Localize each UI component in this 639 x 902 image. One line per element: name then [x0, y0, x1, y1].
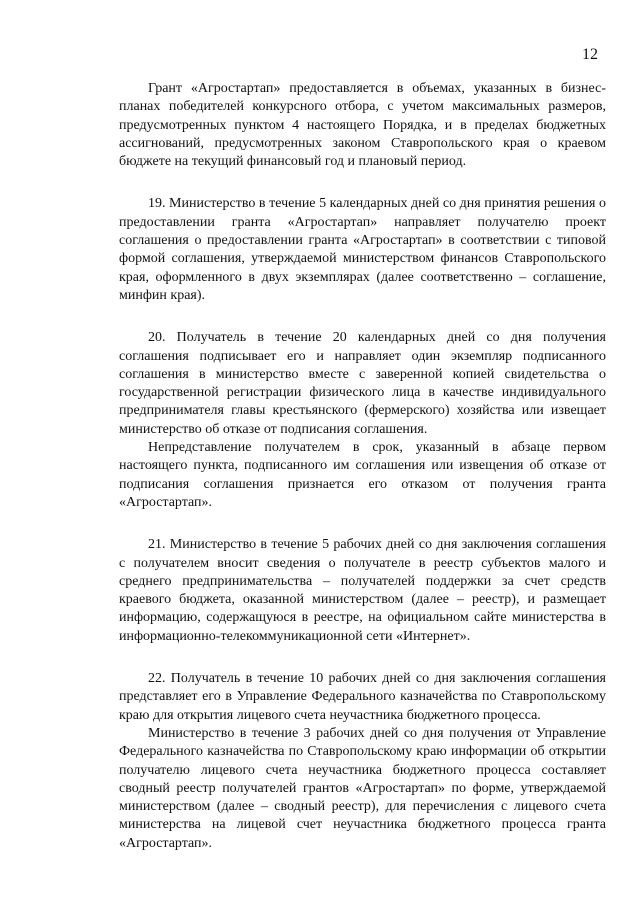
paragraph-item-22: 22. Получатель в течение 10 рабочих дней со дня заключения соглашения представляет его в Управление Федерального казначейства по Ставропольскому краю для открытия лицевого счета неучастника бюджетного процесса. — [119, 671, 606, 723]
page-number: 12 — [582, 46, 598, 63]
paragraph-item-20-refusal: Непредставление получателем в срок, указанный в абзаце первом настоящего пункта, подписанного им соглашения или извещения об отказе от подписания соглашения признается его отказом от получения гранта «Агростартап». — [119, 440, 606, 510]
document-body — [119, 80, 606, 853]
paragraph-item-22-registry: Министерство в течение 3 рабочих дней со дня получения от Управление Федерального казначейства по Ставропольскому краю информации об открытии получателю лицевого счета неучастника бюджетного процесса составляет сводный реестр получателей грантов «Агростартап» по форме, утверждаемой министерством (далее – сводный реестр), для перечисления с лицевого счета министерства на лицевой счет неучастника бюджетного процесса гранта «Агростартап». — [119, 725, 606, 851]
paragraph-item-20: 20. Получатель в течение 20 календарных дней со дня получения соглашения подписывает его и направляет один экземпляр подписанного соглашения в министерство вместе с заверенной копией свидетельства о государственной регистрации физического лица в качестве индивидуального предпринимателя главы крестьянского (фермерского) хозяйства или извещает министерство об отказе от подписания соглашения. — [119, 330, 606, 437]
paragraph-item-21: 21. Министерство в течение 5 рабочих дней со дня заключения соглашения с получателем вносит сведения о получателе в реестр субъектов малого и среднего предпринимательства – получателей поддержки за счет средств краевого бюджета, оказанной министерством (далее – реестр), и размещает информацию, содержащуюся в реестре, на официальном сайте министерства в информационно-телекоммуникационной сети «Интернет». — [119, 537, 606, 644]
paragraph-grant-amount: Грант «Агростартап» предоставляется в объемах, указанных в бизнес-планах победителей конкурсного отбора, с учетом максимальных размеров, предусмотренных пунктом 4 настоящего Порядка, и в пределах бюджетных ассигнований, предусмотренных законом Ставропольского края о краевом бюджете на текущий финансовый год и плановый период. — [119, 81, 606, 170]
paragraph-item-19: 19. Министерство в течение 5 календарных дней со дня принятия решения о предоставлении гранта «Агростартап» направляет получателю проект соглашения о предоставлении гранта «Агростартап» в соответствии с типовой формой соглашения, утверждаемой министерством финансов Ставропольского края, оформленного в двух экземплярах (далее соответственно – соглашение, минфин края). — [119, 196, 606, 303]
